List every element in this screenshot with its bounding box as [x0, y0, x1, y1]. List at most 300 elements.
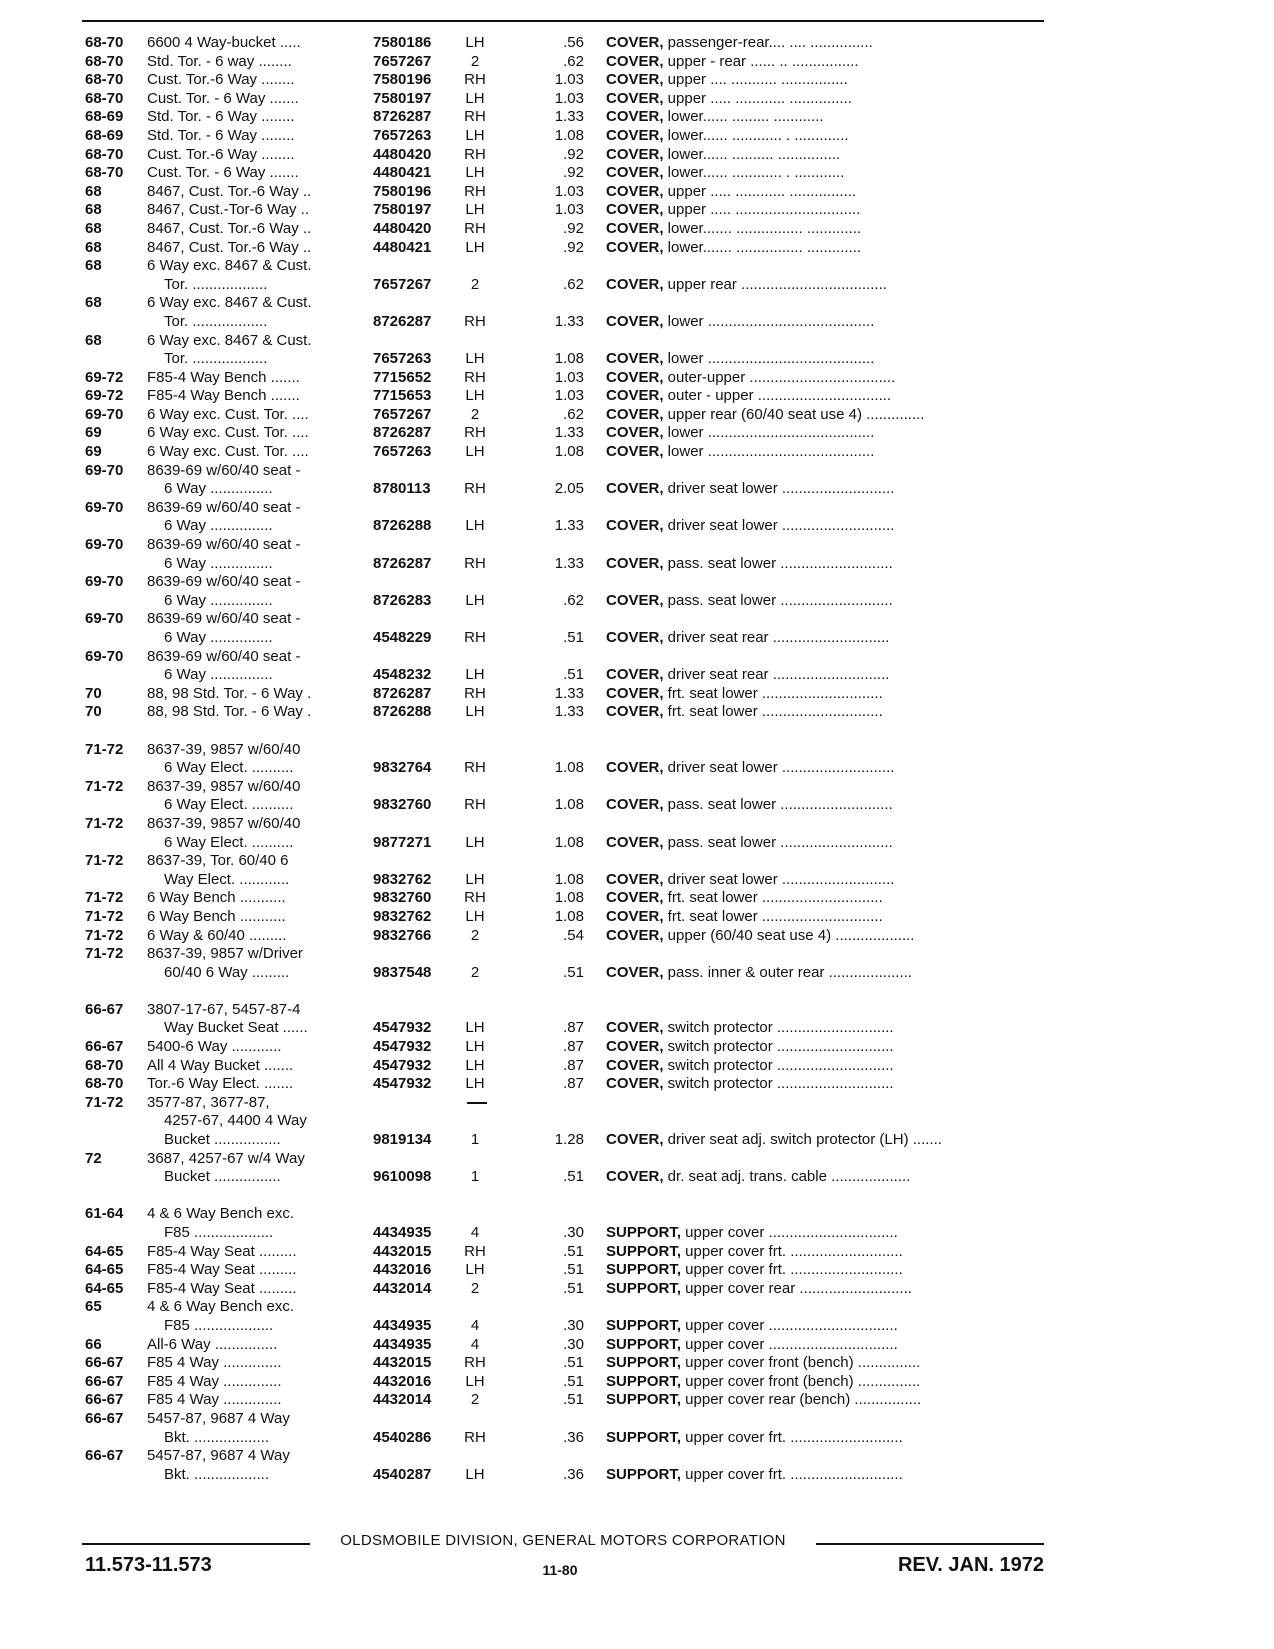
model-description: 4257-67, 4400 4 Way	[164, 1112, 307, 1130]
part-number: 8726287	[373, 312, 432, 330]
item-detail: outer - upper ................................	[663, 387, 892, 405]
model-year: 68	[85, 219, 102, 237]
item-category: COVER,	[606, 963, 664, 981]
table-row	[0, 1391, 1274, 1410]
table-row	[0, 1094, 1274, 1113]
model-description: Cust. Tor. - 6 Way .......	[147, 89, 299, 107]
table-row	[0, 1447, 1274, 1466]
table-row	[0, 108, 1274, 127]
price: 1.03	[554, 201, 584, 219]
model-description: 8639-69 w/60/40 seat -	[147, 461, 301, 479]
item-category: COVER,	[606, 629, 664, 646]
part-number: 8780113	[373, 480, 431, 498]
item-name	[606, 34, 1046, 53]
quantity: 2	[470, 926, 480, 944]
model-year: 69-70	[85, 647, 124, 665]
item-category: COVER,	[606, 759, 664, 777]
item-detail: upper cover frt. ...........................	[681, 1428, 903, 1446]
item-name	[606, 1373, 1046, 1392]
table-row	[0, 1317, 1274, 1336]
item-detail: upper ..... ............ ................	[663, 182, 857, 200]
item-detail: upper cover front (bench) ...............	[681, 1354, 921, 1372]
quantity: RH	[464, 108, 486, 126]
part-number: 8726287	[373, 108, 432, 126]
model-description: F85-4 Way Seat .........	[147, 1279, 297, 1297]
model-description: 8467, Cust. Tor.-6 Way ..	[147, 182, 312, 200]
table-row	[0, 1001, 1274, 1020]
model-description: Std. Tor. - 6 Way ........	[147, 126, 295, 144]
quantity: LH	[465, 1019, 485, 1037]
quantity: LH	[465, 126, 485, 144]
table-row	[0, 815, 1274, 834]
dash-mark	[467, 1102, 487, 1104]
quantity: RH	[464, 312, 486, 330]
item-detail: switch protector ............................	[663, 1056, 894, 1074]
model-description: Way Elect. ............	[164, 870, 290, 888]
quantity: LH	[465, 1465, 485, 1483]
model-description: Std. Tor. - 6 way ........	[147, 52, 292, 70]
price: .51	[563, 1391, 584, 1409]
item-name	[606, 927, 1046, 946]
item-detail: driver seat lower ...........................	[663, 759, 895, 777]
table-row	[0, 1057, 1274, 1076]
model-description: 88, 98 Std. Tor. - 6 Way .	[147, 703, 312, 721]
model-year: 68	[85, 182, 102, 200]
part-number: 4480421	[373, 164, 432, 182]
part-number: 4540287	[373, 1465, 432, 1483]
price: .87	[563, 1075, 584, 1093]
part-number: 4548232	[373, 666, 432, 684]
item-category: COVER,	[606, 145, 664, 163]
table-row	[0, 610, 1274, 629]
item-detail: upper ..... ..............................	[663, 201, 861, 219]
model-year: 68-69	[85, 108, 124, 126]
item-name	[606, 369, 1046, 388]
price: 1.33	[554, 684, 584, 702]
item-detail: passenger-rear.... .... ...............	[663, 34, 873, 51]
table-row	[0, 127, 1274, 146]
part-number: 8726288	[373, 517, 432, 535]
part-number: 7580197	[373, 201, 432, 219]
part-number: 7580197	[373, 89, 432, 107]
model-year: 66-67	[85, 1391, 124, 1409]
model-description: F85-4 Way Bench .......	[147, 368, 300, 386]
model-description: Bkt. ..................	[164, 1465, 270, 1483]
footer-section-ref: 11.573-11.573	[85, 1554, 212, 1576]
quantity: 2	[470, 963, 480, 981]
quantity: RH	[464, 71, 486, 89]
item-detail: driver seat rear ............................	[663, 666, 890, 684]
item-detail: lower...... ......... ............	[663, 108, 824, 126]
item-category: SUPPORT,	[606, 1242, 682, 1260]
model-description: All-6 Way ...............	[147, 1335, 278, 1353]
model-year: 68-70	[85, 89, 124, 107]
part-number: 4547932	[373, 1075, 432, 1093]
item-detail: upper cover ...............................	[681, 1316, 898, 1334]
price: .51	[563, 1372, 584, 1390]
model-description: 8639-69 w/60/40 seat -	[147, 498, 301, 516]
price: 1.03	[554, 368, 584, 386]
item-name	[606, 592, 1046, 611]
item-name	[606, 443, 1046, 462]
table-row	[0, 462, 1274, 481]
table-row	[0, 183, 1274, 202]
model-description: 8639-69 w/60/40 seat -	[147, 573, 301, 591]
quantity: 4	[470, 1335, 480, 1353]
part-number: 7657267	[373, 275, 432, 293]
model-year: 66-67	[85, 1038, 124, 1056]
item-name	[606, 796, 1046, 815]
model-year: 70	[85, 703, 102, 721]
model-year: 68	[85, 238, 102, 256]
part-number: 8726287	[373, 424, 432, 442]
model-year: 70	[85, 684, 102, 702]
table-row	[0, 1075, 1274, 1094]
table-row	[0, 201, 1274, 220]
table-row	[0, 685, 1274, 704]
price: 1.28	[554, 1131, 584, 1149]
part-number: 9832762	[373, 907, 432, 925]
price: .62	[563, 52, 584, 70]
table-row	[0, 703, 1274, 722]
item-name	[606, 350, 1046, 369]
model-description: 8467, Cust. Tor.-6 Way ..	[147, 238, 312, 256]
item-category: SUPPORT,	[606, 1279, 682, 1297]
table-row	[0, 332, 1274, 351]
quantity: RH	[464, 1354, 486, 1372]
model-description: Tor. ..................	[164, 275, 268, 293]
table-row	[0, 852, 1274, 871]
item-name	[606, 964, 1046, 983]
item-name	[606, 90, 1046, 109]
item-detail: upper cover frt. ...........................	[681, 1465, 903, 1483]
model-year: 68-70	[85, 52, 124, 70]
model-description: Cust. Tor.-6 Way ........	[147, 71, 295, 89]
model-description: 6600 4 Way-bucket .....	[147, 34, 301, 51]
price: .36	[563, 1465, 584, 1483]
table-row	[0, 1150, 1274, 1169]
price: 1.33	[554, 108, 584, 126]
item-category: COVER,	[606, 164, 664, 182]
quantity: LH	[465, 833, 485, 851]
quantity: LH	[465, 1261, 485, 1279]
item-category: COVER,	[606, 238, 664, 256]
price: 1.03	[554, 387, 584, 405]
model-year: 71-72	[85, 926, 124, 944]
model-year: 71-72	[85, 945, 124, 963]
item-detail: pass. seat lower ...........................	[663, 554, 893, 572]
table-row	[0, 34, 1274, 53]
model-description: 5457-87, 9687 4 Way	[147, 1409, 290, 1427]
item-detail: lower ........................................	[663, 350, 875, 368]
quantity: RH	[464, 796, 486, 814]
model-year: 69	[85, 443, 102, 461]
quantity: LH	[465, 443, 485, 461]
item-detail: lower ........................................	[663, 424, 875, 442]
item-category: COVER,	[606, 833, 664, 851]
table-row	[0, 796, 1274, 815]
item-detail: upper .... ........... ................	[663, 71, 848, 89]
item-name	[606, 889, 1046, 908]
model-description: 8639-69 w/60/40 seat -	[147, 610, 301, 628]
price: .87	[563, 1056, 584, 1074]
table-row	[0, 517, 1274, 536]
model-description: F85 ...................	[164, 1316, 274, 1334]
quantity: 1	[470, 1168, 480, 1186]
item-detail: lower....... ................ .............	[663, 238, 862, 256]
item-name	[606, 1261, 1046, 1280]
part-number: 4434935	[373, 1335, 432, 1353]
price: .51	[563, 1242, 584, 1260]
table-row	[0, 871, 1274, 890]
quantity: RH	[464, 424, 486, 442]
table-row	[0, 406, 1274, 425]
model-description: 6 Way exc. Cust. Tor. ....	[147, 424, 309, 442]
item-detail: upper cover ...............................	[681, 1335, 898, 1353]
table-row	[0, 945, 1274, 964]
table-row	[0, 1336, 1274, 1355]
item-detail: frt. seat lower .............................	[663, 907, 883, 925]
item-name	[606, 1336, 1046, 1355]
model-description: 6 Way Bench ...........	[147, 889, 286, 907]
item-detail: driver seat lower ...........................	[663, 517, 895, 535]
model-description: 6 Way ...............	[164, 629, 273, 646]
item-detail: switch protector ............................	[663, 1075, 894, 1093]
part-number: 7657263	[373, 126, 432, 144]
item-category: COVER,	[606, 387, 664, 405]
item-category: COVER,	[606, 1075, 664, 1093]
item-category: COVER,	[606, 1019, 664, 1037]
item-category: COVER,	[606, 182, 664, 200]
item-category: COVER,	[606, 554, 664, 572]
item-category: COVER,	[606, 666, 664, 684]
table-row	[0, 239, 1274, 258]
item-name	[606, 1429, 1046, 1448]
item-category: SUPPORT,	[606, 1316, 682, 1334]
price: 1.33	[554, 554, 584, 572]
quantity: 2	[470, 1391, 480, 1409]
part-number: 8726283	[373, 591, 432, 609]
item-detail: lower...... ............ . ............	[663, 164, 845, 182]
item-category: SUPPORT,	[606, 1335, 682, 1353]
table-row	[0, 555, 1274, 574]
item-category: COVER,	[606, 517, 664, 535]
model-year: 71-72	[85, 777, 124, 795]
part-number: 9832762	[373, 870, 432, 888]
model-year: 68-70	[85, 34, 124, 51]
model-description: Bucket ................	[164, 1131, 281, 1149]
item-detail: frt. seat lower .............................	[663, 889, 883, 907]
quantity: LH	[465, 1372, 485, 1390]
item-category: COVER,	[606, 703, 664, 721]
model-year: 68-70	[85, 1056, 124, 1074]
part-number: 7657267	[373, 52, 432, 70]
item-name	[606, 1391, 1046, 1410]
quantity: LH	[465, 517, 485, 535]
item-category: COVER,	[606, 405, 664, 423]
part-number: 9837548	[373, 963, 432, 981]
quantity: LH	[465, 89, 485, 107]
part-number: 4547932	[373, 1019, 432, 1037]
price: .51	[563, 629, 584, 646]
model-year: 66-67	[85, 1000, 124, 1018]
item-category: COVER,	[606, 71, 664, 89]
quantity: RH	[464, 684, 486, 702]
price: .51	[563, 1279, 584, 1297]
footer-rule-right	[816, 1543, 1044, 1545]
model-description: 3807-17-67, 5457-87-4	[147, 1000, 301, 1018]
table-row	[0, 889, 1274, 908]
item-name	[606, 666, 1046, 685]
item-category: COVER,	[606, 108, 664, 126]
item-name	[606, 127, 1046, 146]
price: .30	[563, 1335, 584, 1353]
quantity: 2	[470, 275, 480, 293]
part-number: 9877271	[373, 833, 432, 851]
quantity: RH	[464, 145, 486, 163]
table-row	[0, 480, 1274, 499]
model-description: 6 Way & 60/40 .........	[147, 926, 287, 944]
item-detail: upper - rear ...... .. ................	[663, 52, 859, 70]
item-name	[606, 239, 1046, 258]
item-category: SUPPORT,	[606, 1261, 682, 1279]
price: .92	[563, 219, 584, 237]
model-year: 71-72	[85, 852, 124, 870]
item-name	[606, 629, 1046, 648]
model-description: F85 4 Way ..............	[147, 1391, 282, 1409]
price: 1.08	[554, 126, 584, 144]
table-row	[0, 1261, 1274, 1280]
model-year: 68	[85, 201, 102, 219]
part-number: 4432014	[373, 1391, 432, 1409]
footer-rule-left	[82, 1543, 310, 1545]
item-name	[606, 146, 1046, 165]
table-row	[0, 536, 1274, 555]
model-year: 71-72	[85, 907, 124, 925]
item-name	[606, 703, 1046, 722]
model-description: All 4 Way Bucket .......	[147, 1056, 294, 1074]
part-number: 7715653	[373, 387, 432, 405]
model-description: F85-4 Way Seat .........	[147, 1261, 297, 1279]
quantity: 2	[470, 405, 480, 423]
model-year: 68-69	[85, 126, 124, 144]
item-detail: upper ..... ............ ...............	[663, 89, 852, 107]
part-number: 8726288	[373, 703, 432, 721]
model-year: 66-67	[85, 1409, 124, 1427]
quantity: RH	[464, 759, 486, 777]
table-row	[0, 257, 1274, 276]
item-category: COVER,	[606, 684, 664, 702]
table-row	[0, 648, 1274, 667]
table-row	[0, 1410, 1274, 1429]
quantity: LH	[465, 703, 485, 721]
part-number: 9832760	[373, 889, 432, 907]
model-description: 4 & 6 Way Bench exc.	[147, 1205, 295, 1223]
table-row	[0, 443, 1274, 462]
item-category: COVER,	[606, 443, 664, 461]
part-number: 7657263	[373, 443, 432, 461]
quantity: RH	[464, 1242, 486, 1260]
price: .62	[563, 405, 584, 423]
quantity: LH	[465, 591, 485, 609]
model-description: 8467, Cust. Tor.-6 Way ..	[147, 219, 312, 237]
model-year: 61-64	[85, 1205, 124, 1223]
model-year: 68-70	[85, 145, 124, 163]
table-row	[0, 1038, 1274, 1057]
item-detail: lower ........................................	[663, 312, 875, 330]
model-description: 88, 98 Std. Tor. - 6 Way .	[147, 684, 312, 702]
row-spacer	[0, 722, 1274, 741]
item-category: COVER,	[606, 424, 664, 442]
item-detail: lower...... .......... ...............	[663, 145, 841, 163]
model-description: Bucket ................	[164, 1168, 281, 1186]
price: 1.33	[554, 517, 584, 535]
quantity: RH	[464, 889, 486, 907]
quantity: RH	[464, 219, 486, 237]
price: .51	[563, 1354, 584, 1372]
model-description: 6 Way Elect. ..........	[164, 833, 294, 851]
model-description: 6 Way ...............	[164, 480, 273, 498]
table-row	[0, 164, 1274, 183]
item-category: COVER,	[606, 312, 664, 330]
model-year: 66	[85, 1335, 102, 1353]
price: .87	[563, 1038, 584, 1056]
price: .92	[563, 238, 584, 256]
item-name	[606, 1224, 1046, 1243]
item-name	[606, 1168, 1046, 1187]
item-detail: frt. seat lower .............................	[663, 703, 883, 721]
price: .62	[563, 591, 584, 609]
footer-banner	[82, 1532, 1044, 1554]
footer-page-number: 11-80	[542, 1562, 578, 1578]
footer-corporation: OLDSMOBILE DIVISION, GENERAL MOTORS CORPORATION	[340, 1532, 786, 1549]
item-category: COVER,	[606, 1131, 664, 1149]
item-name	[606, 164, 1046, 183]
model-description: 3687, 4257-67 w/4 Way	[147, 1149, 305, 1167]
table-row	[0, 1168, 1274, 1187]
price: 1.33	[554, 312, 584, 330]
model-description: 6 Way exc. 8467 & Cust.	[147, 294, 312, 312]
part-number: 8726287	[373, 554, 432, 572]
quantity: RH	[464, 368, 486, 386]
model-description: 6 Way exc. Cust. Tor. ....	[147, 443, 309, 461]
model-description: Tor.-6 Way Elect. .......	[147, 1075, 294, 1093]
part-number: 4548229	[373, 629, 432, 646]
model-description: 8467, Cust.-Tor-6 Way ..	[147, 201, 309, 219]
model-year: 68-70	[85, 1075, 124, 1093]
price: .51	[563, 1168, 584, 1186]
item-detail: frt. seat lower .............................	[663, 684, 883, 702]
model-year: 68	[85, 294, 102, 312]
part-number: 9610098	[373, 1168, 432, 1186]
model-description: Way Bucket Seat ......	[164, 1019, 308, 1037]
item-detail: driver seat lower ...........................	[663, 480, 895, 498]
item-category: COVER,	[606, 201, 664, 219]
model-description: 8637-39, 9857 w/60/40	[147, 777, 301, 795]
table-row	[0, 1243, 1274, 1262]
item-detail: upper cover rear ...........................	[681, 1279, 912, 1297]
model-description: 8637-39, 9857 w/Driver	[147, 945, 303, 963]
quantity: LH	[465, 238, 485, 256]
part-number: 9832760	[373, 796, 432, 814]
item-name	[606, 908, 1046, 927]
model-description: 60/40 6 Way .........	[164, 963, 290, 981]
quantity: RH	[464, 554, 486, 572]
table-row	[0, 666, 1274, 685]
quantity: LH	[465, 1038, 485, 1056]
item-detail: lower ........................................	[663, 443, 875, 461]
model-year: 68-70	[85, 71, 124, 89]
